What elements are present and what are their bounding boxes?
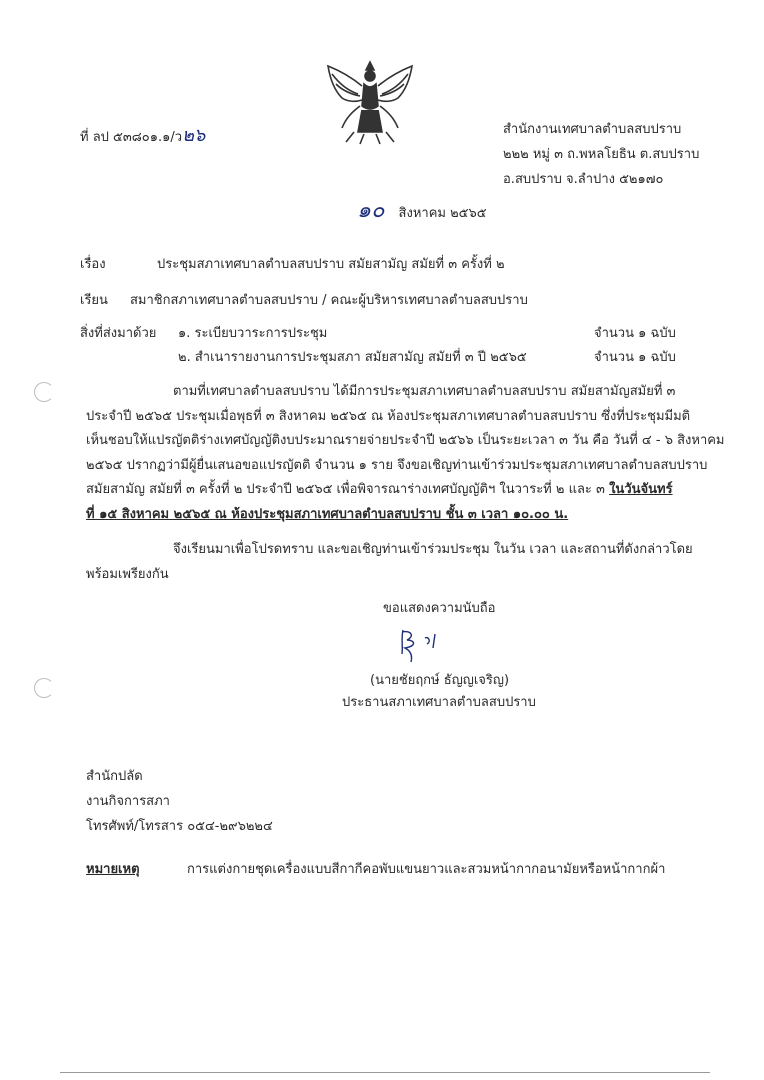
body-line [86,481,673,499]
letter-date [357,198,487,223]
recipient: สมาชิกสภาเทศบาลตำบลสบปราบ / คณะผู้บริหารเทศบาลตำบลสบปราบ [130,293,528,308]
body-line-text: สมัยสามัญ สมัยที่ ๓ ครั้งที่ ๒ ประจำปี ๒๕๖๕ เพื่อพิจารณาร่างเทศบัญญัติฯ ในวาระที่ ๒ และ ๓ [86,482,605,497]
hole-punch-mark [34,678,54,698]
section: งานกิจการสภา [86,794,170,809]
recipient-label: เรียน [80,293,108,308]
office-address-line1: ๒๒๒ หมู่ ๓ ถ.พหลโยธิน ต.สบปราบ [503,147,700,162]
department: สำนักปลัด [86,769,143,784]
reference-prefix: ที่ ลป ๕๓๘๐๑.๑/ว [80,130,183,145]
note: การแต่งกายชุดเครื่องแบบสีกากีคอพับแขนยาวและสวมหน้ากากอนามัยหรือหน้ากากผ้า [187,862,666,877]
enclosure-item: ๑. ระเบียบวาระการประชุม [178,326,328,341]
subject: ประชุมสภาเทศบาลตำบลสบปราบ สมัยสามัญ สมัยที่ ๓ ครั้งที่ ๒ [157,257,505,272]
body-line: เห็นชอบให้แปรญัตติร่างเทศบัญญัติงบประมาณรายจ่ายประจำปี ๒๕๖๖ เป็นระยะเวลา ๓ วัน คือ วันที่ ๔ - ๖ สิงหาคม [86,433,725,448]
page-bottom-line [60,1072,710,1073]
body-line: ตามที่เทศบาลตำบลสบปราบ ได้มีการประชุมสภาเทศบาลตำบลสบปราบ สมัยสามัญสมัยที่ ๓ [173,384,676,399]
signature-image [395,624,455,668]
body-line: ๒๕๖๕ ปรากฏว่ามีผู้ยื่นเสนอขอแปรญัตติ จำนวน ๑ ราย จึงขอเชิญท่านเข้าร่วมประชุมสภาเทศบาลตำบลสบปราบ [86,458,708,473]
body-line: ประจำปี ๒๕๖๕ ประชุมเมื่อพุธที่ ๓ สิงหาคม ๒๕๖๕ ณ ห้องประชุมสภาเทศบาลตำบลสบปราบ ซึ่งที่ประชุมมีมติ [86,409,691,424]
meeting-day-emphasis: ในวันจันทร์ [609,482,673,497]
garuda-emblem-icon [320,56,420,148]
subject-label: เรื่อง [80,257,106,272]
enclosure-item: ๒. สำเนารายงานการประชุมสภา สมัยสามัญ สมัยที่ ๓ ปี ๒๕๖๕ [178,350,527,365]
signer-title: ประธานสภาเทศบาลตำบลสบปราบ [342,695,536,710]
enclosures-label: สิ่งที่ส่งมาด้วย [80,326,157,341]
reference-number [80,127,205,147]
office-address-line2: อ.สบปราบ จ.ลำปาง ๕๒๑๗๐ [503,172,664,187]
hole-punch-mark [34,382,54,402]
phone: โทรศัพท์/โทรสาร ๐๕๔-๒๙๖๒๒๔ [86,819,273,834]
regards: ขอแสดงความนับถือ [383,601,496,616]
date-day-handwritten: ๑๐ [357,198,385,223]
signer-name: (นายชัยฤกษ์ ธัญญเจริญ) [370,673,510,688]
reference-handwritten: ๒๖ [182,125,206,146]
date-month-year: สิงหาคม ๒๕๖๕ [398,206,487,221]
note-label: หมายเหตุ [86,862,140,877]
enclosure-qty: จำนวน ๑ ฉบับ [594,326,676,341]
enclosure-qty: จำนวน ๑ ฉบับ [594,350,676,365]
meeting-datetime-emphasis: ที่ ๑๕ สิงหาคม ๒๕๖๕ ณ ห้องประชุมสภาเทศบาลตำบลสบปราบ ชั้น ๓ เวลา ๑๐.๐๐ น. [86,507,569,522]
closing-line: พร้อมเพรียงกัน [86,567,169,582]
closing-line: จึงเรียนมาเพื่อโปรดทราบ และขอเชิญท่านเข้าร่วมประชุม ในวัน เวลา และสถานที่ดังกล่าวโดย [173,542,693,557]
office-name: สำนักงานเทศบาลตำบลสบปราบ [503,122,682,137]
